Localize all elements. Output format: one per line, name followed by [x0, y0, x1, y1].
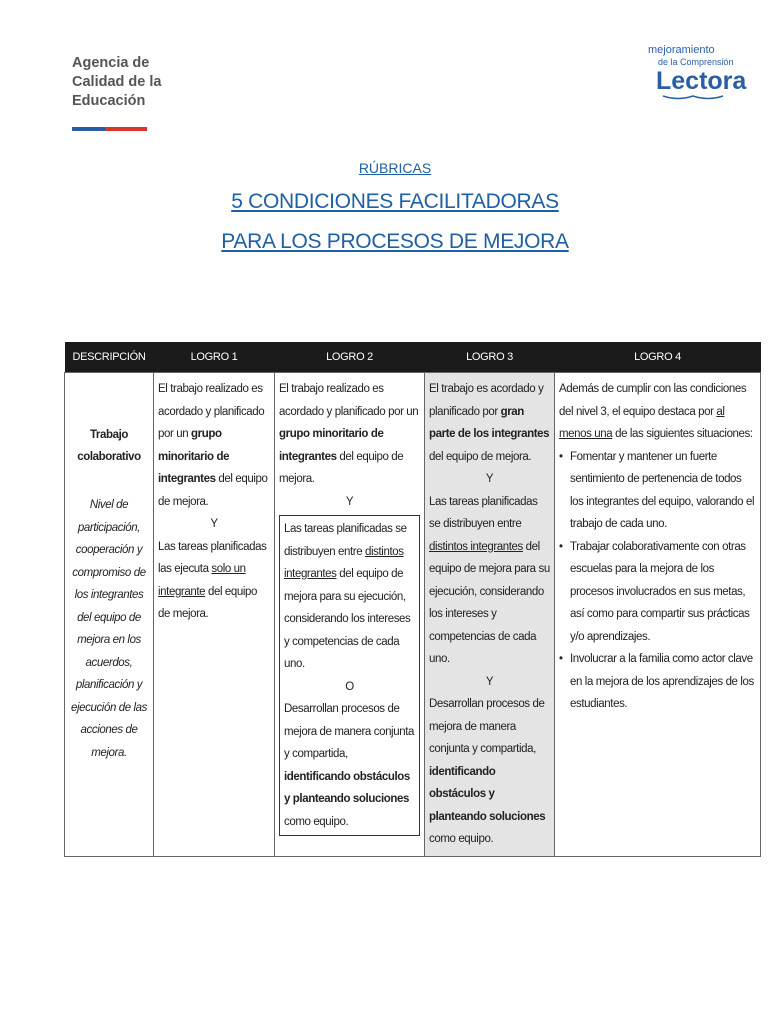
header-logro-2: LOGRO 2 [275, 342, 425, 373]
logro-4-cell [555, 373, 761, 857]
header-logro-4: LOGRO 4 [555, 342, 761, 373]
agency-color-bar [72, 127, 147, 131]
logro1-y: Y [210, 518, 218, 530]
logro3-text-a: El trabajo es acordado y planificado por gran parte de los integrantes del equipo de mejora. [429, 383, 550, 463]
logo-line-2: de la Comprensión [658, 57, 734, 67]
logo-line-1: mejoramiento [648, 44, 715, 56]
logro2-y: Y [345, 495, 354, 508]
rubricas-title: RÚBRICAS [358, 160, 432, 176]
table-header-row [65, 342, 761, 373]
header-descripcion: DESCRIPCIÓN [65, 342, 154, 373]
logro3-text-c: Desarrollan procesos de mejora de manera conjunta y compartida, identificando obstáculos y planteando soluciones como equipo. [429, 698, 546, 845]
logo-line-3: Lectora [656, 67, 747, 95]
logro2-text-b: Las tareas planificadas se distribuyen entre distintos integrantes del equipo de mejora para su ejecución, considerando los intereses y competencias de cada uno. [284, 523, 411, 670]
agency-line-2: Calidad de la [72, 74, 162, 90]
logro2-text-c: Desarrollan procesos de mejora de manera conjunta y compartida, identificando obstáculos y planteando soluciones como equipo. [284, 703, 414, 828]
book-icon [662, 94, 724, 102]
logro3-text-b: Las tareas planificadas se distribuyen entre distintos integrantes del equipo de mejora para su ejecución, considerando los intereses y competencias de cada uno. [429, 495, 550, 665]
logro-1-cell [154, 373, 275, 857]
logro1-text-a: El trabajo realizado es acordado y planificado por un grupo minoritario de integrantes del equipo de mejora. [158, 383, 268, 508]
descripcion-cell [65, 373, 154, 857]
title-block [0, 160, 770, 254]
logro2-text-a: El trabajo realizado es acordado y planificado por un grupo minoritario de integrantes del equipo de mejora. [279, 383, 419, 485]
list-item: • Involucrar a la familia como actor clave en la mejora de los aprendizajes de los estudiantes. [559, 648, 756, 716]
logro-2-cell [275, 373, 425, 857]
main-title-line-1: 5 CONDICIONES FACILITADORAS [231, 190, 559, 213]
rubric-table [64, 342, 761, 857]
header-logro-1: LOGRO 1 [154, 342, 275, 373]
table-row [65, 373, 761, 857]
list-item: • Fomentar y mantener un fuerte sentimiento de pertenencia de todos los integrantes del equipo, valorando el trabajo de cada uno. [559, 446, 756, 536]
logro1-text-b: Las tareas planificadas las ejecuta solo un integrante del equipo de mejora. [158, 540, 267, 620]
agency-line-1: Agencia de [72, 55, 150, 71]
list-item: • Trabajar colaborativamente con otras escuelas para la mejora de los procesos involucrados en sus metas, así como para compartir sus prácticas y/o aprendizajes. [559, 536, 756, 649]
logro3-y-1: Y [485, 473, 494, 485]
logro-3-cell [425, 373, 555, 857]
lectora-logo [648, 44, 747, 102]
main-title-line-2: PARA LOS PROCESOS DE MEJORA [221, 230, 569, 253]
logro2-o: O [345, 680, 354, 693]
agency-line-3: Educación [72, 93, 146, 109]
logro4-text-a: Además de cumplir con las condiciones del nivel 3, el equipo destaca por al menos una de las siguientes situaciones: [559, 383, 753, 440]
logro3-y-2: Y [485, 675, 494, 688]
header-logro-3: LOGRO 3 [425, 342, 555, 373]
desc-title: Trabajo colaborativo [77, 429, 141, 463]
logro2-boxed-section [279, 515, 420, 836]
logro4-list [559, 446, 756, 716]
desc-subtitle: Nivel de participación, cooperación y compromiso de los integrantes del equipo de mejora en los acuerdos, planificación y ejecución de las acciones de mejora. [70, 499, 148, 759]
agency-logo-text [72, 54, 161, 111]
